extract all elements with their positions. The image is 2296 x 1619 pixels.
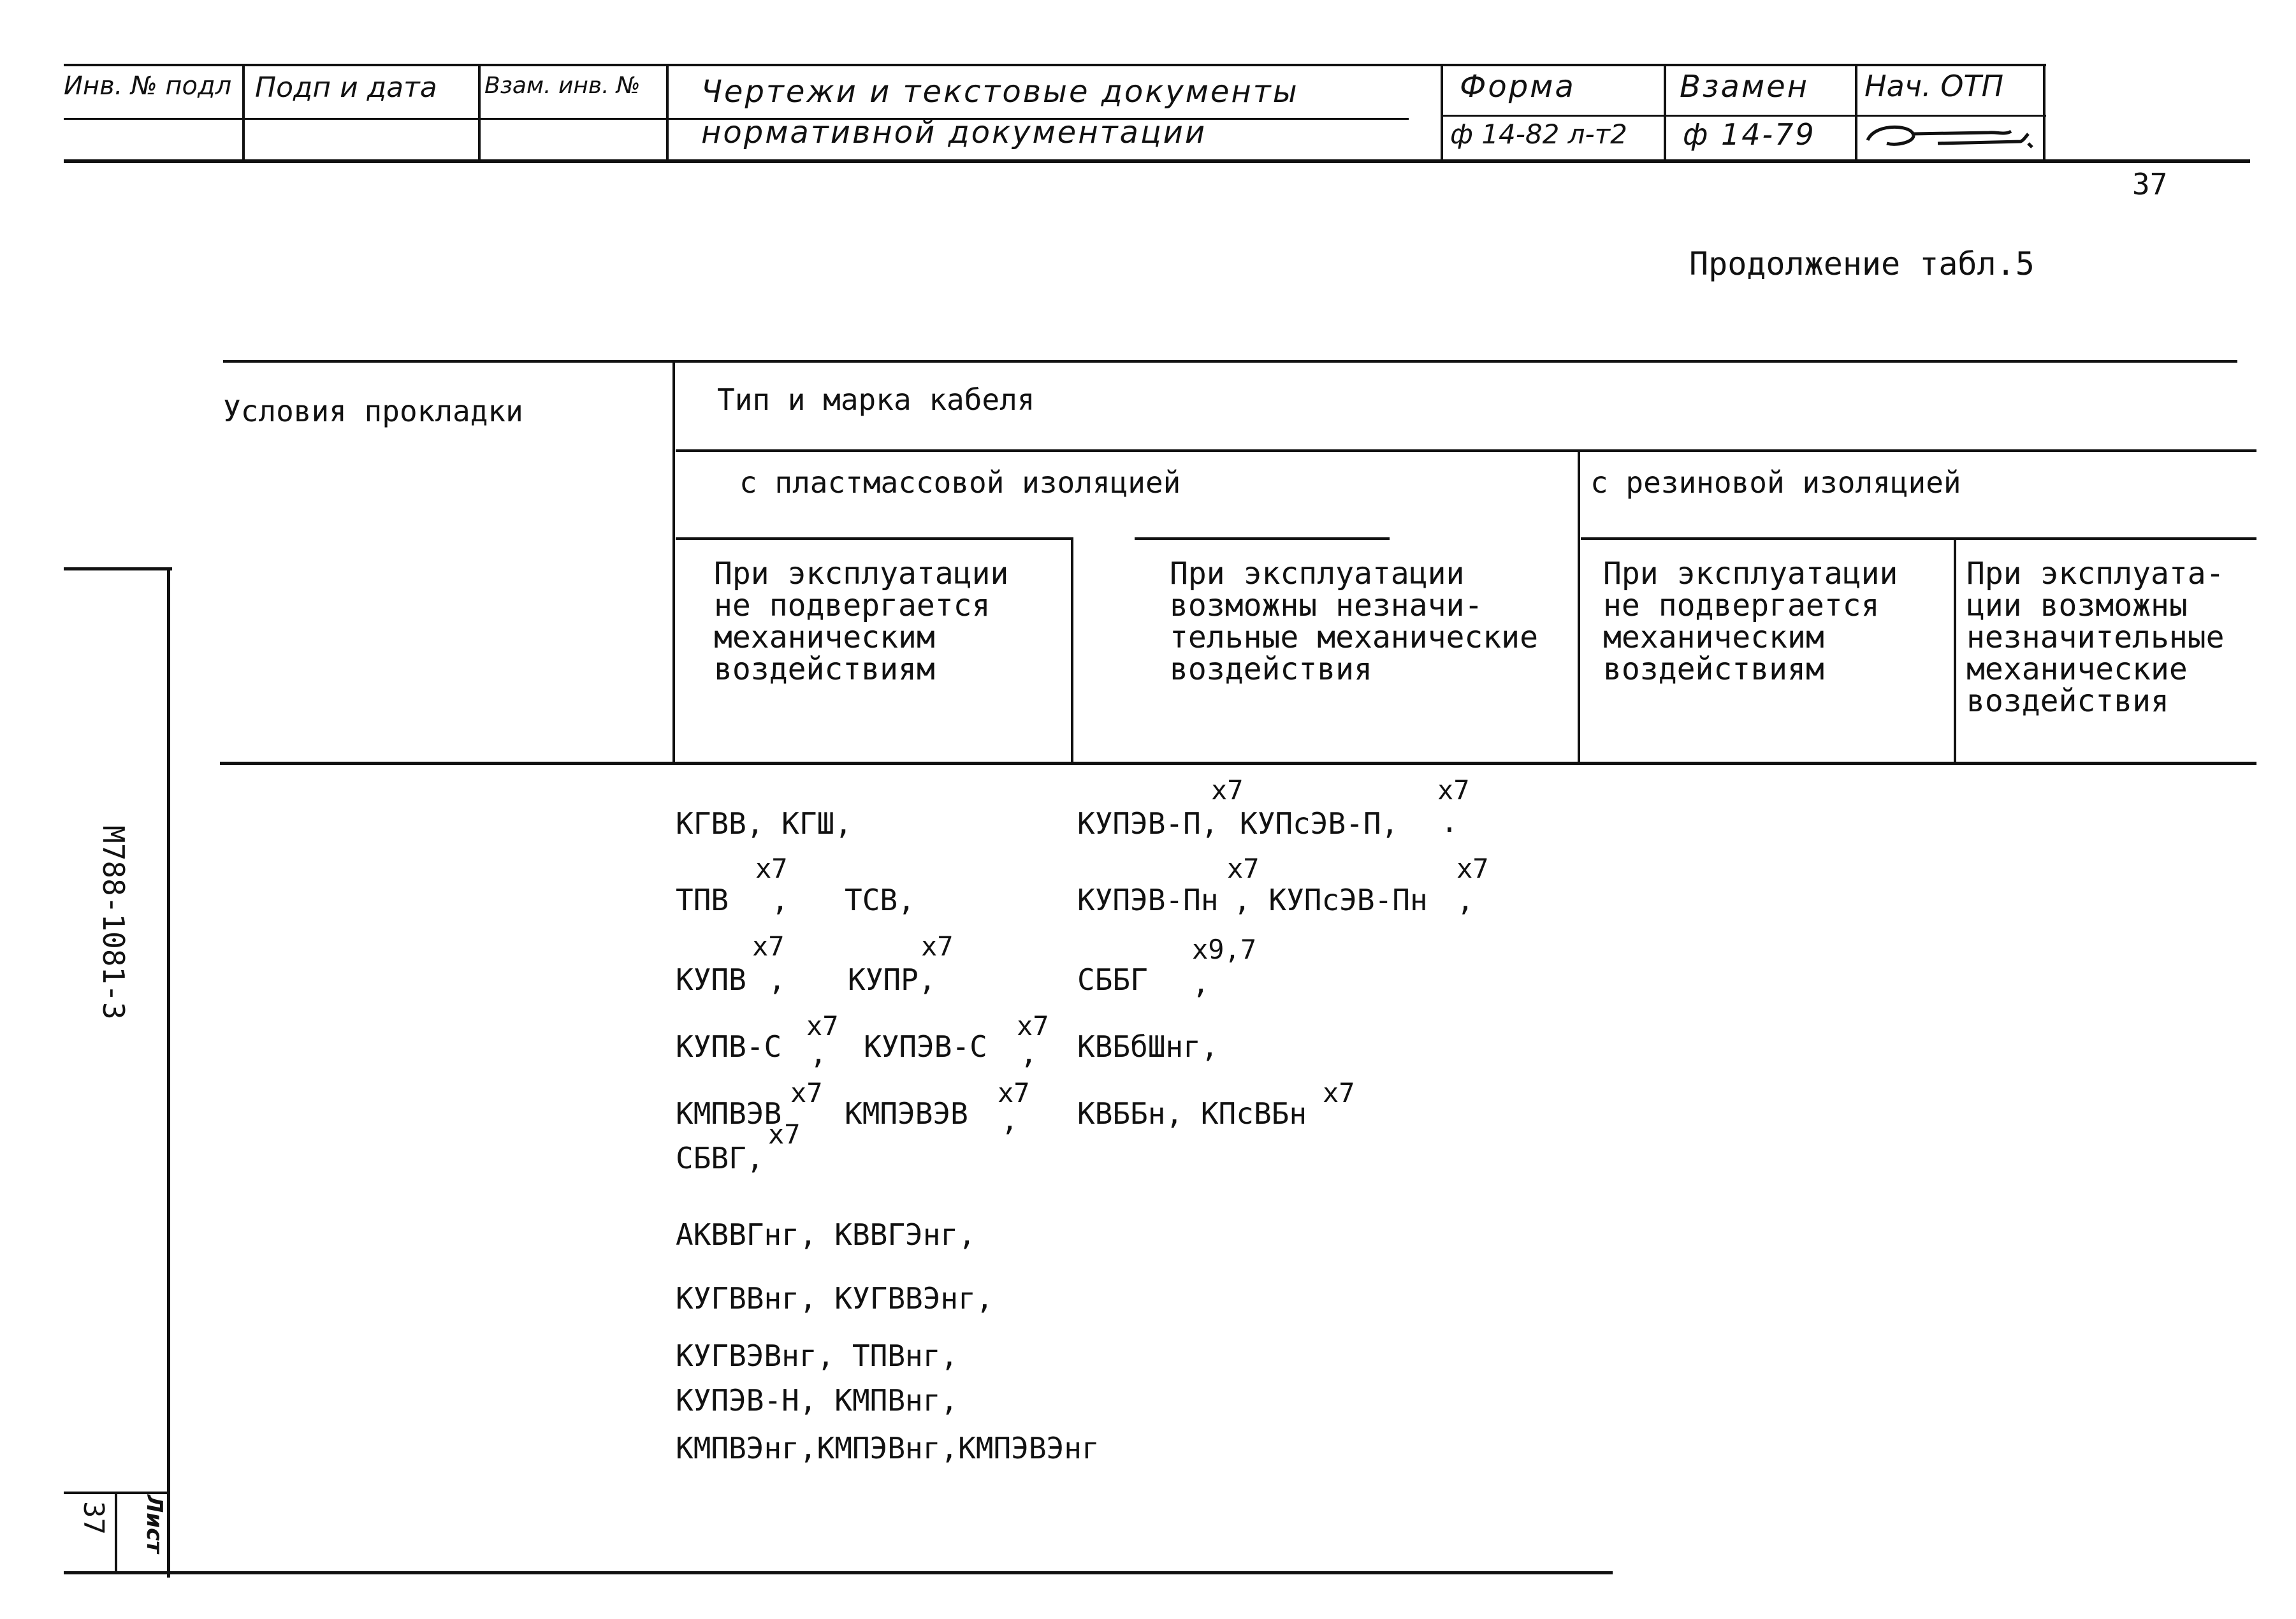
- stamp-divider: [478, 64, 481, 161]
- cable-list-row: КМПЭВЭВ: [845, 1096, 968, 1131]
- cable-list-row: ,: [771, 883, 789, 917]
- stamp-divider: [2043, 64, 2045, 161]
- table-col-divider: [1071, 537, 1073, 765]
- cable-list-row: СББГ: [1077, 962, 1148, 997]
- table-col-cable-type: Тип и марка кабеля: [717, 382, 1035, 417]
- stamp-divider: [666, 64, 669, 161]
- stamp-bottom-line: [64, 159, 2250, 163]
- cable-list-row: КУПЭВ-С: [864, 1029, 987, 1064]
- cable-list-row: ТСВ,: [845, 883, 915, 917]
- superscript-note: x7: [1457, 853, 1489, 884]
- cable-list-row: КУПЭВ-Н, КМПВнг,: [676, 1383, 959, 1418]
- table-subheader-1: При эксплуатации не подвергается механическим воздействиям: [714, 556, 1009, 687]
- stamp-divider: [1441, 64, 1443, 161]
- superscript-note: x7: [921, 931, 954, 962]
- cable-list-row: КУПсЭВ-П,: [1240, 806, 1399, 841]
- table-col-conditions: Условия прокладки: [223, 394, 523, 428]
- stamp-top-line: [64, 64, 2046, 66]
- stamp-divider: [242, 64, 245, 161]
- stamp-form-value: ф 14-82 л-т2: [1450, 119, 1627, 150]
- table-header-line-2: [676, 449, 2256, 452]
- table-subheader-2: При эксплуатации возможны незначи- тельные механические воздействия: [1170, 556, 1538, 687]
- signature-icon: [1861, 115, 2040, 159]
- table-col-divider: [672, 360, 675, 765]
- cable-list-row: ТПВ: [676, 883, 729, 917]
- table-subheader-3: При эксплуатации не подвергается механическим воздействиям: [1603, 556, 1898, 687]
- table-header-line-3c: [1581, 537, 2256, 540]
- superscript-note: x7: [790, 1077, 823, 1108]
- cable-list-row: КУПВ-С: [676, 1029, 782, 1064]
- cable-list-row: ,: [1001, 1103, 1019, 1137]
- stamp-head-label: Нач. ОТП: [1864, 69, 2004, 103]
- cable-list-row: СБВГ,: [676, 1141, 764, 1175]
- table-header-line-3a: [676, 537, 1071, 540]
- cable-list-row: ,: [1457, 883, 1474, 917]
- page-number: 37: [2132, 167, 2168, 201]
- cable-list-row: КВБбШнг,: [1077, 1029, 1219, 1064]
- table-continuation-caption: Продолжение табл.5: [1689, 245, 2035, 282]
- document-code: М788-1081-3: [96, 825, 131, 1020]
- side-frame-right: [167, 567, 170, 1578]
- superscript-note: x7: [752, 931, 785, 962]
- stamp-title-line2: нормативной документации: [701, 115, 1207, 150]
- cable-list-row: ,: [768, 962, 786, 997]
- stamp-sign-date-label: Подп и дата: [255, 71, 437, 104]
- superscript-note: x9,7: [1192, 934, 1257, 965]
- cable-list-row: КУПР,: [848, 962, 936, 997]
- stamp-form-label: Форма: [1460, 69, 1576, 105]
- superscript-note: x7: [1323, 1077, 1355, 1108]
- table-subheader-4: При эксплуата- ции возможны незначительные механические воздействия: [1966, 556, 2225, 719]
- cable-list-row: КГВВ, КГШ,: [676, 806, 852, 841]
- page-bottom-line: [64, 1571, 1613, 1574]
- cable-list-row: КУГВВнг, КУГВВЭнг,: [676, 1281, 994, 1316]
- cable-list-row: ,: [1020, 1036, 1038, 1070]
- superscript-note: x7: [1437, 774, 1470, 806]
- superscript-note: x7: [806, 1010, 839, 1042]
- superscript-note: x7: [1227, 853, 1260, 884]
- stamp-replace-inv-label: Взам. инв. №: [484, 73, 641, 99]
- superscript-note: x7: [755, 853, 788, 884]
- side-frame-top: [64, 567, 172, 570]
- stamp-replace-label: Взамен: [1680, 69, 1809, 105]
- superscript-note: x7: [998, 1077, 1030, 1108]
- cable-list-row: КУГВЭВнг, ТПВнг,: [676, 1339, 959, 1373]
- cable-list-row: ,: [810, 1036, 827, 1070]
- stamp-title-line1: Чертежи и текстовые документы: [701, 74, 1299, 110]
- cable-list-row: КВББн, КПсВБн: [1077, 1096, 1307, 1131]
- cable-list-row: КУПЭВ-П,: [1077, 806, 1219, 841]
- table-group-plastic: с пластмассовой изоляцией: [739, 465, 1181, 500]
- superscript-note: x7: [1211, 774, 1244, 806]
- sheet-label: Лист: [142, 1495, 167, 1553]
- stamp-divider: [1855, 64, 1857, 161]
- cable-list-row: КУПВ: [676, 962, 746, 997]
- cable-list-row: , КУПсЭВ-Пн: [1233, 883, 1428, 917]
- superscript-note: x7: [768, 1119, 801, 1150]
- stamp-replace-value: ф 14-79: [1683, 117, 1816, 152]
- table-col-divider: [1578, 449, 1580, 765]
- stamp-divider: [1664, 64, 1666, 161]
- sheet-number: 37: [77, 1501, 110, 1535]
- table-header-bottom-line: [220, 762, 2256, 765]
- cable-list-row: КМПВЭнг,КМПЭВнг,КМПЭВЭнг: [676, 1431, 1100, 1465]
- cable-list-row: .: [1441, 804, 1458, 839]
- stamp-inv-label: Инв. № подл: [64, 71, 232, 101]
- table-group-rubber: с резиновой изоляцией: [1590, 465, 1961, 500]
- superscript-note: x7: [1017, 1010, 1049, 1042]
- cable-list-row: АКВВГнг, КВВГЭнг,: [676, 1217, 976, 1252]
- table-top-line: [223, 360, 2237, 363]
- table-header-line-3b: [1135, 537, 1390, 540]
- cable-list-row: КМПВЭВ: [676, 1096, 782, 1131]
- table-col-divider: [1954, 537, 1956, 765]
- cable-list-row: КУПЭВ-Пн: [1077, 883, 1219, 917]
- sheet-box-divider: [115, 1492, 117, 1573]
- cable-list-row: ,: [1192, 966, 1210, 1000]
